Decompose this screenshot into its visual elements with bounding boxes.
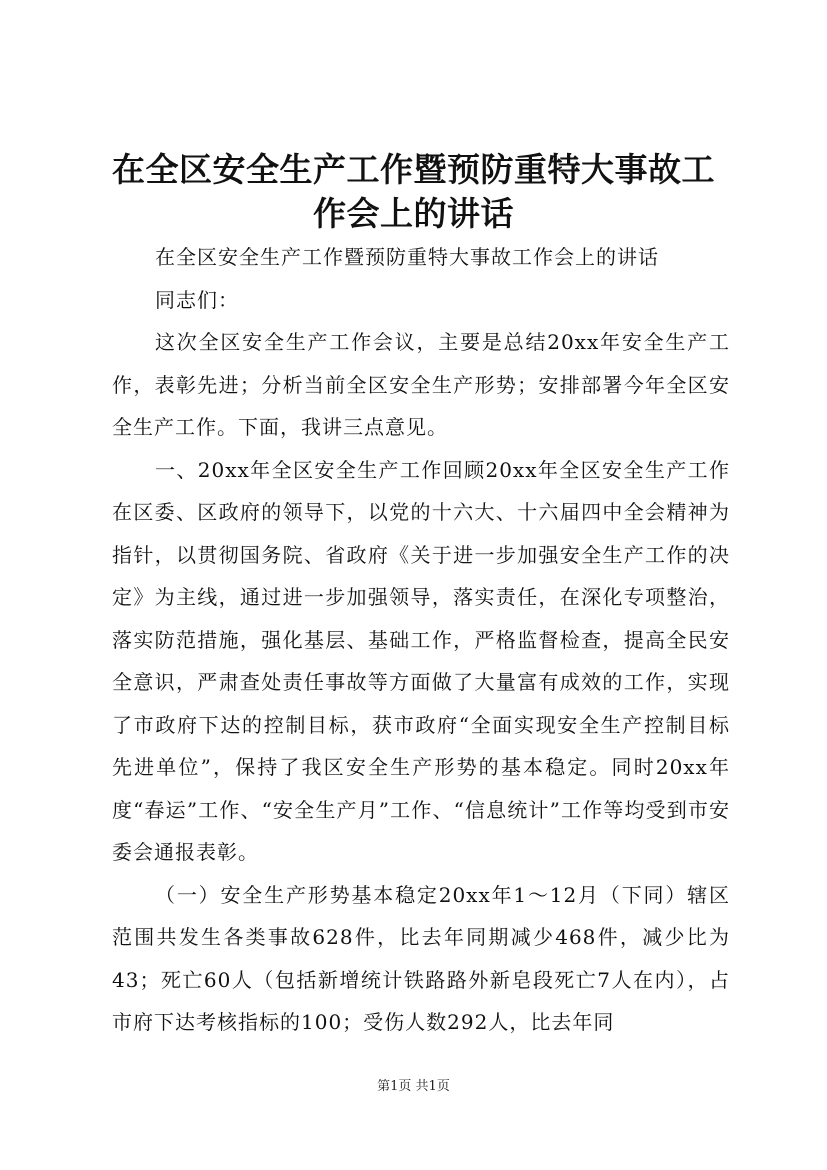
- salutation-paragraph: 同志们：: [155, 287, 239, 312]
- review-paragraph: 一、20xx年全区安全生产工作回顾20xx年全区安全生产工作在区委、区政府的领导下，以党的十六大、十六届四中全会精神为指针，以贯彻国务院、省政府《关于进一步加强安全生产工作的决定》为主线，通过进一步加强领导，落实责任，在深化专项整治，落实防范措施，强化基层、基础工作，严格监督检查，提高全民安全意识，严肃查处责任事故等方面做了大量富有成效的工作，实现了市政府下达的控制目标，获市政府“全面实现安全生产控制目标先进单位”，保持了我区安全生产形势的基本稳定。同时20xx年度“春运”工作、“安全生产月”工作、“信息统计”工作等均受到市安委会通报表彰。: [112, 457, 730, 864]
- document-body: [112, 236, 730, 1044]
- intro-paragraph: 这次全区安全生产工作会议，主要是总结20xx年安全生产工作，表彰先进；分析当前全区安全生产形势；安排部署今年全区安全生产工作。下面，我讲三点意见。: [112, 330, 730, 439]
- document-title: 在全区安全生产工作暨预防重特大事故工作会上的讲话: [112, 150, 715, 233]
- subtitle-paragraph: 在全区安全生产工作暨预防重特大事故工作会上的讲话: [155, 245, 659, 269]
- statistics-paragraph: （一）安全生产形势基本稳定20xx年1～12月（下同）辖区范围共发生各类事故628件，比去年同期减少468件，减少比为43；死亡60人（包括新增统计铁路路外新皂段死亡7人在内），占市府下达考核指标的100；受伤人数292人，比去年同: [112, 882, 730, 1034]
- page-number-footer: 第1页 共1页: [377, 1079, 450, 1094]
